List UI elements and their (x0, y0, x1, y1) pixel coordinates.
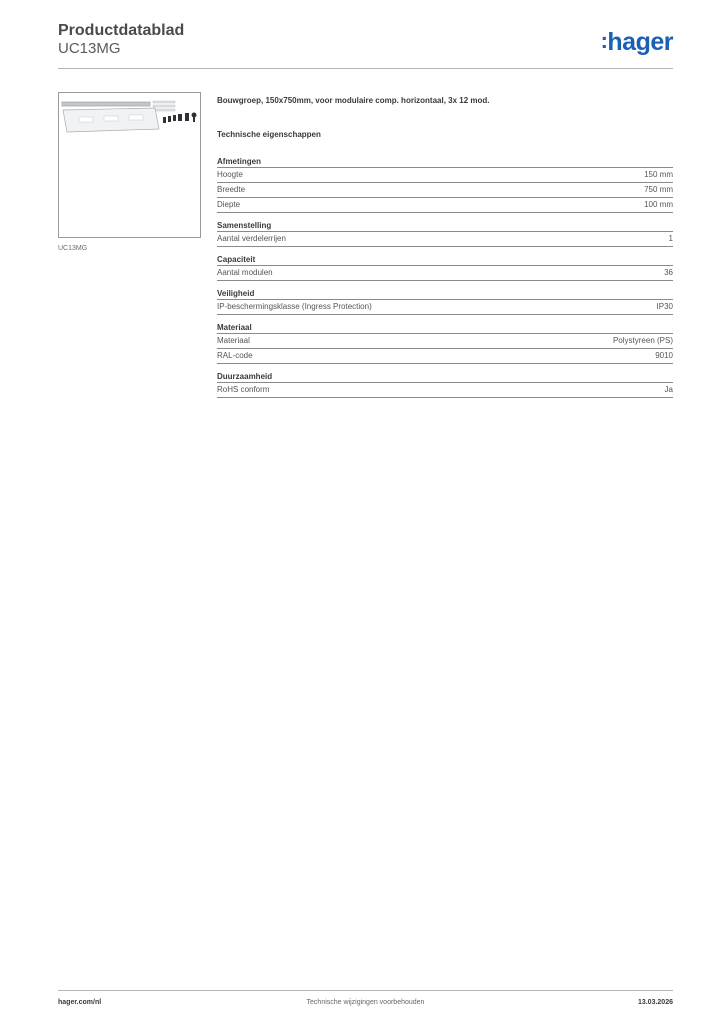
section-title: Materiaal (217, 322, 673, 334)
spec-value: Ja (664, 385, 673, 394)
image-caption: UC13MG (58, 245, 88, 252)
spec-label: Diepte (217, 200, 241, 209)
spec-label: Breedte (217, 185, 246, 194)
section-capaciteit (217, 254, 673, 281)
spec-row (217, 266, 673, 281)
product-code: UC13MG (58, 40, 121, 57)
spec-label: Aantal verdelerrijen (217, 234, 286, 243)
spec-label: Hoogte (217, 170, 243, 179)
spec-label: Materiaal (217, 336, 250, 345)
spec-row (217, 198, 673, 213)
spec-value: 9010 (655, 351, 673, 360)
document-date: 13.03.2026 (637, 999, 673, 1006)
spec-value: 150 mm (644, 170, 673, 179)
document-title: Productdatablad (58, 22, 185, 39)
spec-value: 750 mm (644, 185, 673, 194)
website-link[interactable]: hager.com/nl (58, 999, 102, 1006)
spec-row (217, 349, 673, 364)
section-afmetingen (217, 156, 673, 213)
spec-row (217, 383, 673, 398)
spec-value: 100 mm (644, 200, 673, 209)
spec-value: Polystyreen (PS) (612, 336, 673, 345)
header-divider (58, 68, 673, 69)
spec-value: 36 (664, 268, 673, 277)
section-title: Duurzaamheid (217, 371, 673, 383)
section-materiaal (217, 322, 673, 364)
logo-text: hager (607, 28, 673, 56)
page-footer (58, 999, 673, 1011)
spec-label: RAL-code (217, 351, 253, 360)
section-duurzaamheid (217, 371, 673, 398)
spec-row (217, 168, 673, 183)
spec-row (217, 232, 673, 247)
section-title: Afmetingen (217, 156, 673, 168)
spec-value: IP30 (656, 302, 673, 311)
section-veiligheid (217, 288, 673, 315)
hager-logo (601, 28, 673, 57)
product-specs (217, 96, 673, 405)
section-title: Veiligheid (217, 288, 673, 300)
spec-value: 1 (668, 234, 673, 243)
spec-row (217, 334, 673, 349)
section-title: Samenstelling (217, 220, 673, 232)
spec-label: RoHS conform (217, 385, 270, 394)
section-samenstelling (217, 220, 673, 247)
section-title: Capaciteit (217, 254, 673, 266)
product-description: Bouwgroep, 150x750mm, voor modulaire comp. horizontaal, 3x 12 mod. (217, 96, 490, 105)
spec-label: Aantal modulen (217, 268, 273, 277)
disclaimer-text: Technische wijzigingen voorbehouden (306, 999, 425, 1006)
product-image (58, 92, 201, 238)
spec-row (217, 183, 673, 198)
spec-label: IP-beschermingsklasse (Ingress Protection) (217, 302, 372, 311)
spec-row (217, 300, 673, 315)
footer-divider (58, 990, 673, 991)
logo-dots-icon: : (600, 28, 608, 53)
technical-properties-heading: Technische eigenschappen (217, 130, 321, 139)
page-header (58, 22, 673, 70)
distribution-module-illustration-icon (59, 93, 200, 237)
